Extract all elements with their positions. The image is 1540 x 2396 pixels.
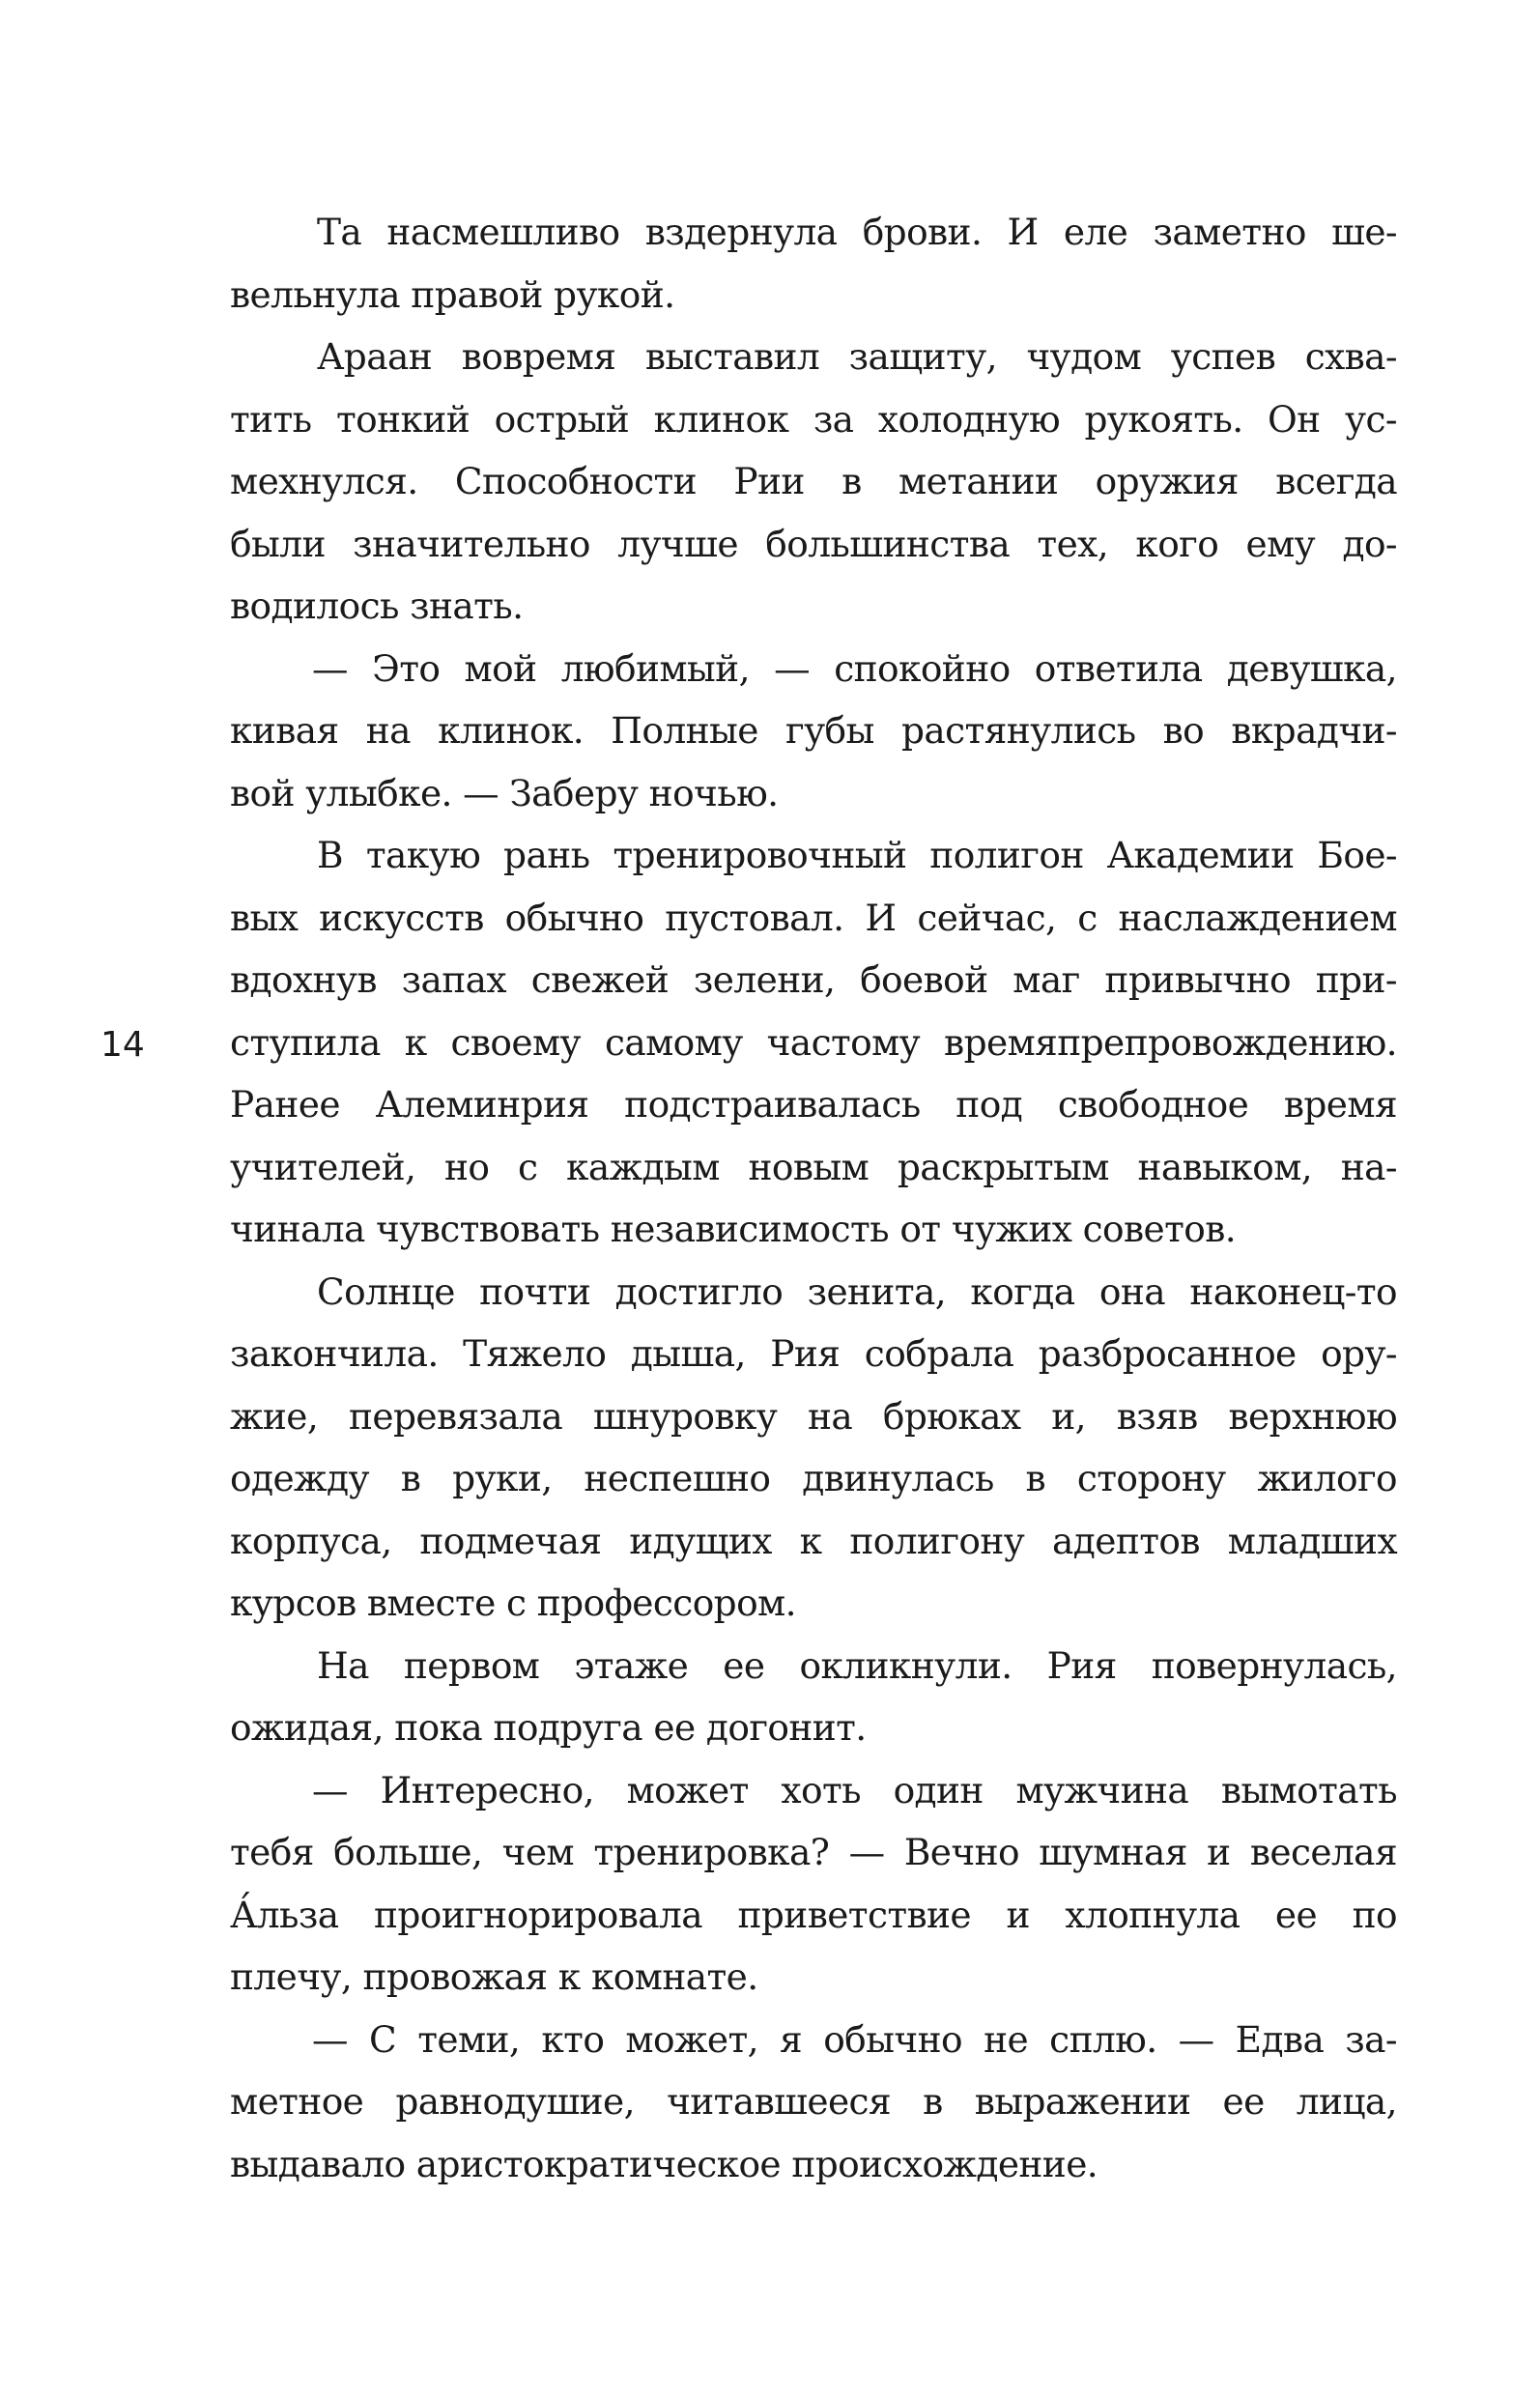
- text-line: мехнулся. Способности Рии в метании оружия всегда: [230, 460, 1397, 502]
- dialogue-paragraph: [230, 2009, 1397, 2196]
- text-line: тебя больше, чем тренировка? — Вечно шумная и веселая: [230, 1831, 1397, 1873]
- paragraph: [230, 1635, 1397, 1759]
- text-line: курсов вместе с профессором.: [230, 1582, 796, 1624]
- text-line: В такую рань тренировочный полигон Академии Бое-: [317, 834, 1397, 876]
- body-text: [230, 201, 1397, 2195]
- text-line: закончила. Тяжело дыша, Рия собрала разбросанное ору-: [230, 1332, 1397, 1375]
- text-line: вдохнув запах свежей зелени, боевой маг привычно при-: [230, 958, 1397, 1001]
- text-line: — Интересно, может хоть один мужчина вымотать: [312, 1768, 1397, 1811]
- text-line: были значительно лучше большинства тех, кого ему до-: [230, 522, 1397, 565]
- text-line: Та насмешливо вздернула брови. И еле заметно ше-: [317, 211, 1397, 253]
- text-line: жие, перевязала шнуровку на брюках и, взяв верхнюю: [230, 1394, 1397, 1438]
- text-line: вой улыбке. — Заберу ночью.: [230, 771, 779, 814]
- text-line: метное равнодушие, читавшееся в выражении ее лица,: [230, 2080, 1397, 2123]
- text-line: ступила к своему самому частому времяпрепровождению.: [230, 1020, 1397, 1064]
- text-line: чинала чувствовать независимость от чужих советов.: [230, 1208, 1237, 1250]
- text-line: Ранее Алеминрия подстраивалась под свободное время: [230, 1083, 1397, 1126]
- text-line: одежду в руки, неспешно двинулась в сторону жилого: [230, 1457, 1397, 1499]
- text-line: водилось знать.: [230, 585, 524, 627]
- text-line: Солнце почти достигло зенита, когда она наконец-то: [317, 1269, 1397, 1313]
- text-line: вых искусств обычно пустовал. И сейчас, с наслаждением: [230, 896, 1397, 939]
- dialogue-paragraph: [230, 1759, 1397, 2009]
- text-line: — С теми, кто может, я обычно не сплю. — Едва за-: [312, 2017, 1397, 2061]
- page-number: 14: [100, 1025, 145, 1065]
- text-line: вельнула правой рукой.: [230, 272, 675, 316]
- text-line: кивая на клинок. Полные губы растянулись во вкрадчи-: [230, 709, 1397, 752]
- text-line: тить тонкий острый клинок за холодную рукоять. Он ус-: [230, 397, 1397, 441]
- text-line: — Это мой любимый, — спокойно ответила девушка,: [312, 646, 1397, 690]
- text-line: На первом этаже ее окликнули. Рия повернулась,: [317, 1643, 1397, 1687]
- dialogue-paragraph: [230, 638, 1397, 825]
- text-line: плечу, провожая к комнате.: [230, 1955, 758, 1998]
- paragraph: [230, 824, 1397, 1261]
- paragraph: [230, 201, 1397, 326]
- text-line: учителей, но с каждым новым раскрытым навыком, на-: [230, 1145, 1397, 1188]
- paragraph: [230, 1261, 1397, 1635]
- text-line: А́льза проигнорировала приветствие и хлопнула ее по: [230, 1893, 1397, 1936]
- text-line: Араан вовремя выставил защиту, чудом успев схва-: [317, 335, 1397, 378]
- text-line: корпуса, подмечая идущих к полигону адептов младших: [230, 1519, 1397, 1562]
- paragraph: [230, 326, 1397, 638]
- text-line: выдавало аристократическое происхождение.: [230, 2142, 1098, 2185]
- text-line: ожидая, пока подруга ее догонит.: [230, 1706, 867, 1749]
